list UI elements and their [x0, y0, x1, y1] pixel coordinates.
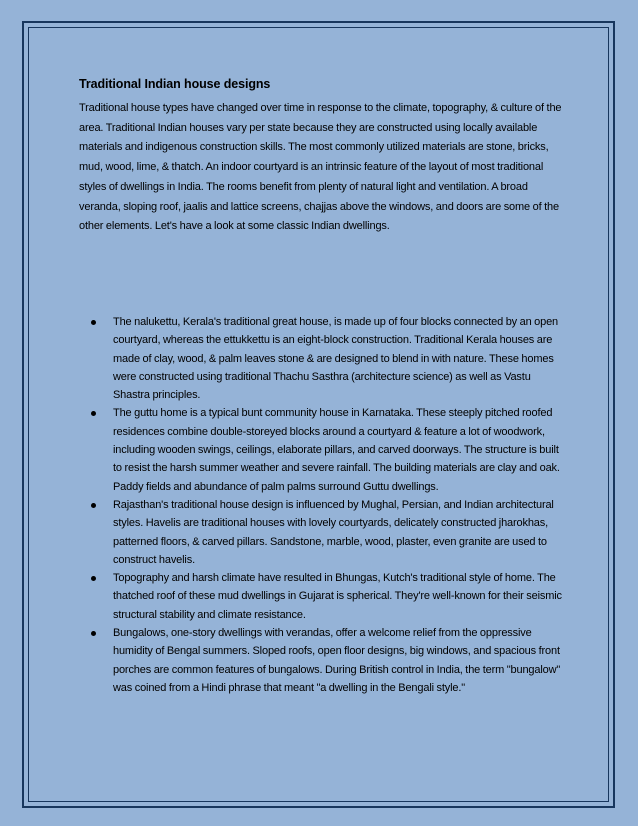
list-item: [91, 624, 566, 697]
bullet-icon: [91, 576, 96, 581]
list-item: [91, 404, 566, 495]
list-item-text: Bungalows, one-story dwellings with verandas, offer a welcome relief from the oppressive humidity of Bengal summers. Sloped roofs, open floor designs, big windows, and spacious front porches are common features of bungalows. During British control in India, the term "bungalow" was coined from a Hindi phrase that meant "a dwelling in the Bengali style.": [113, 627, 561, 694]
list-item: [91, 569, 566, 624]
intro-paragraph: Traditional house types have changed over time in response to the climate, topography, & culture of the area. Traditional Indian houses vary per state because they are constructed using locally available materials and indigenous construction skills. The most commonly utilized materials are stone, bricks, mud, wood, lime, & thatch. An indoor courtyard is an intrinsic feature of the layout of most traditional styles of dwellings in India. The rooms benefit from plenty of natural light and ventilation. A broad veranda, sloping roof, jaalis and lattice screens, chajjas above the windows, and doors are some of the other elements. Let's have a look at some classic Indian dwellings.: [79, 102, 562, 233]
bullet-list: [91, 313, 566, 697]
bullet-icon: [91, 320, 96, 325]
document-title: Traditional Indian house designs: [79, 77, 271, 91]
list-item: [91, 313, 566, 404]
document-content: [79, 76, 564, 694]
list-item-text: The nalukettu, Kerala's traditional great house, is made up of four blocks connected by an open courtyard, whereas the ettukkettu is an eight-block construction. Traditional Kerala houses are made of clay, wood, & palm leaves stone & are designed to blend in with nature. These homes were constructed using traditional Thachu Sasthra (architecture science) as well as Vastu Shastra principles.: [113, 316, 559, 402]
list-item-text: Topography and harsh climate have resulted in Bhungas, Kutch's traditional style of home. The thatched roof of these mud dwellings in Gujarat is spherical. They're well-known for their seismic structural stability and climate resistance.: [113, 572, 562, 621]
bullet-icon: [91, 631, 96, 636]
bullet-icon: [91, 411, 96, 416]
list-item: [91, 496, 566, 569]
bullet-icon: [91, 503, 96, 508]
list-item-text: The guttu home is a typical bunt community house in Karnataka. These steeply pitched roofed residences combine double-storeyed blocks around a courtyard & feature a lot of woodwork, including wooden swings, ceilings, elaborate pillars, and carved doorways. The structure is built to resist the harsh summer weather and severe rainfall. The building materials are clay and oak. Paddy fields and abundance of palm palms surround Guttu dwellings.: [113, 407, 560, 493]
list-item-text: Rajasthan's traditional house design is influenced by Mughal, Persian, and Indian architectural styles. Havelis are traditional houses with lovely courtyards, delicately constructed jharokhas, patterned floors, & carved pillars. Sandstone, marble, wood, plaster, even granite are used to construct havelis.: [113, 498, 554, 566]
